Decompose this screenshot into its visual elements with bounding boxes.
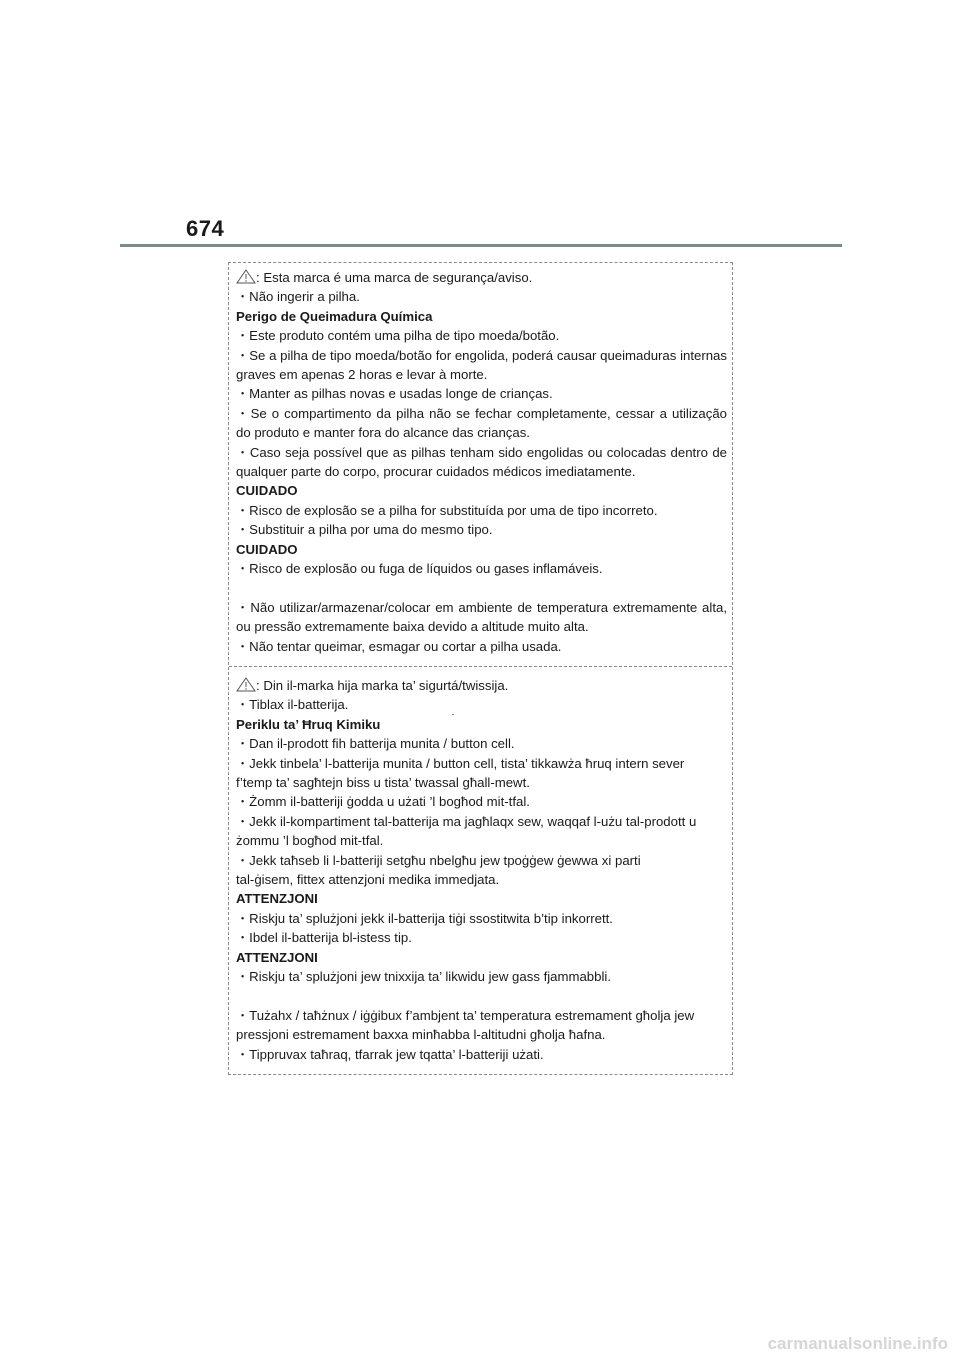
bullet-line: ・Jekk tinbela’ l-batterija munita / button cell, tista’ tikkawża ħruq intern sever: [236, 755, 685, 771]
warning-mark-line: [236, 676, 727, 695]
portuguese-section: [236, 268, 727, 656]
section-heading: Perigo de Queimadura Química: [236, 308, 433, 324]
bullet-line: ・Riskju ta’ splużjoni jew tnixxija ta’ likwidu jew gass fjammabbli.: [236, 969, 611, 985]
maltese-section: [236, 676, 727, 1064]
watermark: carmanualsonline.info: [767, 1334, 948, 1353]
bullet-line: ・Substituir a pilha por uma do mesmo tipo.: [236, 522, 493, 538]
bullet-line: ・Tippruvax taħraq, tfarrak jew tqatta’ l-batteriji użati.: [236, 1046, 544, 1062]
warning-mark-text: : Din il-marka hija marka ta’ sigurtá/twissija.: [256, 678, 509, 693]
bullet-line: ・Jekk taħseb li l-batteriji setgħu nbelgħu jew tpoġġew ġewwa xi parti: [236, 852, 641, 868]
bullet-line-continued: f’temp ta’ sagħtejn biss u tista’ twassal għall-mewt.: [236, 775, 530, 791]
bullet-line: ・Tużahx / taħżnux / iġġibux f’ambjent ta’ temperatura estremament għolja jew: [236, 1007, 695, 1023]
bullet-line: ・Riskju ta’ splużjoni jekk il-batterija tiġi ssostitwita b’tip inkorrett.: [236, 910, 613, 926]
bullet-line: ・Não ingerir a pilha.: [236, 289, 360, 305]
section-heading: Periklu ta’ Ħruq Kimiku: [236, 716, 381, 732]
warning-mark-line: [236, 268, 727, 287]
bullet-line: ・Jekk il-kompartiment tal-batterija ma jagħlaqx sew, waqqaf l-użu tal-prodott u: [236, 813, 697, 829]
bullet-line: ・Manter as pilhas novas e usadas longe de crianças.: [236, 386, 553, 402]
bullet-line: ・Se a pilha de tipo moeda/botão for engolida, poderá causar queimaduras internas graves em apenas 2 horas e levar à morte.: [236, 347, 727, 383]
bullet-line: ・Ibdel il-batterija bl-istess tip.: [236, 930, 412, 946]
page-number: 674: [186, 216, 225, 241]
bullet-line: ・Dan il-prodott fih batterija munita / button cell.: [236, 736, 515, 752]
bullet-line: ・Risco de explosão ou fuga de líquidos ou gases inflamáveis.: [236, 561, 603, 577]
blank-gap: [236, 579, 727, 598]
bullet-line-continued: żommu ’l bogħod mit-tfal.: [236, 833, 384, 849]
bullet-line: ・Não utilizar/armazenar/colocar em ambiente de temperatura extremamente alta, ou pressão extremamente baixa devido a altitude muito alta.: [236, 599, 727, 635]
bullet-line-continued: pressjoni estremament baxxa minħabba l-altitudni għolja ħafna.: [236, 1027, 606, 1043]
bullet-line: ・Este produto contém uma pilha de tipo moeda/botão.: [236, 328, 560, 344]
blank-gap: [236, 987, 727, 1006]
header-rule: [120, 244, 842, 247]
section-divider: [229, 666, 732, 667]
warning-triangle-icon: [236, 269, 256, 284]
scan-speck: [452, 714, 454, 715]
bullet-line: ・Żomm il-batteriji ġodda u użati ’l bogħod mit-tfal.: [236, 794, 530, 810]
warning-triangle-icon: [236, 677, 256, 692]
bullet-line: ・Tiblax il-batterija.: [236, 697, 349, 713]
bullet-line-continued: tal-ġisem, fittex attenzjoni medika immedjata.: [236, 872, 500, 888]
warning-mark-text: : Esta marca é uma marca de segurança/aviso.: [256, 270, 533, 285]
section-heading: ATTENZJONI: [236, 949, 318, 965]
bullet-line: ・Caso seja possível que as pilhas tenham sido engolidas ou colocadas dentro de qualquer parte do corpo, procurar cuidados médicos imediatamente.: [236, 444, 727, 480]
bullet-line: ・Se o compartimento da pilha não se fechar completamente, cessar a utilização do produto e manter fora do alcance das crianças.: [236, 405, 727, 441]
section-heading: ATTENZJONI: [236, 891, 318, 907]
bullet-line: ・Não tentar queimar, esmagar ou cortar a pilha usada.: [236, 638, 562, 654]
section-heading: CUIDADO: [236, 541, 298, 557]
section-heading: CUIDADO: [236, 483, 298, 499]
bullet-line: ・Risco de explosão se a pilha for substituída por uma de tipo incorreto.: [236, 502, 658, 518]
